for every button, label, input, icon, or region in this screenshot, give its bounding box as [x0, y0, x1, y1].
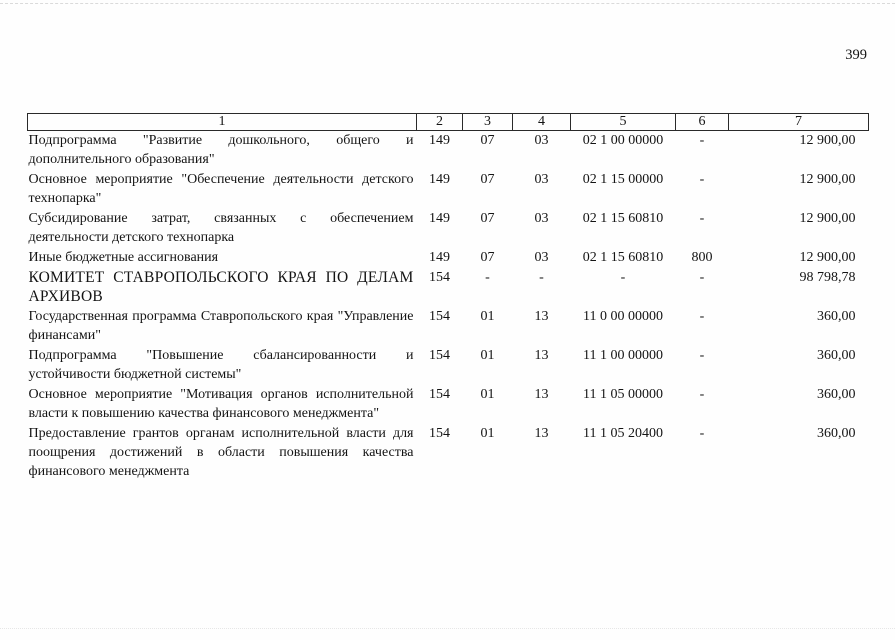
- row-col-3: 01: [480, 426, 495, 441]
- row-col-2: 154: [429, 348, 450, 363]
- row-col-4: 03: [534, 211, 549, 226]
- table-row: [28, 248, 869, 268]
- row-amount: 360,00: [817, 348, 856, 363]
- table-row: [28, 307, 869, 346]
- table-row: [28, 424, 869, 482]
- row-col-5: -: [620, 270, 626, 285]
- header-col-2: 2: [417, 114, 463, 131]
- row-col-6: -: [699, 133, 705, 148]
- row-amount: 12 900,00: [799, 172, 856, 187]
- page-number: 399: [845, 47, 867, 63]
- row-amount: 360,00: [817, 387, 856, 402]
- row-col-5: 11 1 00 00000: [583, 348, 663, 363]
- header-col-1: 1: [28, 114, 417, 131]
- budget-table: [27, 113, 869, 482]
- row-col-6: 800: [691, 250, 713, 265]
- table-row: [28, 209, 869, 248]
- row-col-2: 154: [429, 426, 450, 441]
- row-col-4: 13: [534, 309, 549, 324]
- row-description: Субсидирование затрат, связанных с обеспечением деятельности детского технопарка: [28, 211, 414, 245]
- row-amount: 360,00: [817, 426, 856, 441]
- row-col-3: 01: [480, 309, 495, 324]
- row-col-2: 154: [429, 309, 450, 324]
- scan-edge-top: [0, 3, 895, 4]
- row-description: КОМИТЕТ СТАВРОПОЛЬСКОГО КРАЯ ПО ДЕЛАМ АРХИВОВ: [28, 269, 414, 305]
- row-amount: 360,00: [817, 309, 856, 324]
- row-col-2: 154: [429, 270, 450, 285]
- row-amount: 12 900,00: [799, 211, 856, 226]
- row-amount: 12 900,00: [799, 133, 856, 148]
- row-col-3: 07: [480, 250, 495, 265]
- row-col-5: 11 0 00 00000: [583, 309, 663, 324]
- row-col-4: 03: [534, 172, 549, 187]
- header-col-3: 3: [463, 114, 513, 131]
- row-col-3: -: [485, 270, 490, 285]
- row-col-6: -: [699, 309, 705, 324]
- row-col-6: -: [699, 211, 705, 226]
- row-amount: 12 900,00: [799, 250, 856, 265]
- row-col-3: 01: [480, 387, 495, 402]
- row-col-2: 154: [429, 387, 450, 402]
- row-description: Подпрограмма "Развитие дошкольного, общего и дополнительного образования": [28, 133, 414, 167]
- row-col-6: -: [699, 348, 705, 363]
- row-col-2: 149: [429, 172, 450, 187]
- table-row: [28, 268, 869, 307]
- row-amount: 98 798,78: [799, 270, 856, 285]
- header-col-5: 5: [571, 114, 676, 131]
- row-col-4: 13: [534, 426, 549, 441]
- row-col-4: 03: [534, 250, 549, 265]
- row-col-6: -: [699, 172, 705, 187]
- row-description: Основное мероприятие "Обеспечение деятельности детского технопарка": [28, 172, 414, 206]
- row-col-4: 03: [534, 133, 549, 148]
- header-row: [28, 114, 869, 131]
- row-col-2: 149: [429, 211, 450, 226]
- row-col-5: 11 1 05 20400: [583, 426, 663, 441]
- table-row: [28, 170, 869, 209]
- row-col-2: 149: [429, 250, 450, 265]
- row-col-5: 11 1 05 00000: [583, 387, 663, 402]
- row-col-3: 07: [480, 172, 495, 187]
- row-col-3: 01: [480, 348, 495, 363]
- row-col-5: 02 1 00 00000: [582, 133, 664, 148]
- row-description: Государственная программа Ставропольского края "Управление финансами": [28, 309, 414, 343]
- row-col-3: 07: [480, 133, 495, 148]
- row-col-4: -: [539, 270, 544, 285]
- row-description: Основное мероприятие "Мотивация органов исполнительной власти к повышению качества финансового менеджмента": [28, 387, 414, 421]
- row-col-6: -: [699, 387, 705, 402]
- row-col-5: 02 1 15 60810: [582, 250, 664, 265]
- row-col-5: 02 1 15 60810: [582, 211, 664, 226]
- row-col-4: 13: [534, 348, 549, 363]
- header-col-4: 4: [513, 114, 571, 131]
- table-row: [28, 346, 869, 385]
- row-col-4: 13: [534, 387, 549, 402]
- table-row: [28, 385, 869, 424]
- row-col-5: 02 1 15 00000: [582, 172, 664, 187]
- row-col-2: 149: [429, 133, 450, 148]
- row-col-3: 07: [480, 211, 495, 226]
- row-col-6: -: [699, 270, 705, 285]
- row-description: Подпрограмма "Повышение сбалансированности и устойчивости бюджетной системы": [28, 348, 414, 382]
- header-col-6: 6: [676, 114, 729, 131]
- row-description: Предоставление грантов органам исполнительной власти для поощрения достижений в области повышения качества финансового менеджмента: [28, 426, 414, 479]
- row-description: Иные бюджетные ассигнования: [28, 250, 219, 265]
- table-row: [28, 131, 869, 171]
- header-col-7: 7: [729, 114, 869, 131]
- row-col-6: -: [699, 426, 705, 441]
- scan-edge-bottom: [0, 628, 895, 629]
